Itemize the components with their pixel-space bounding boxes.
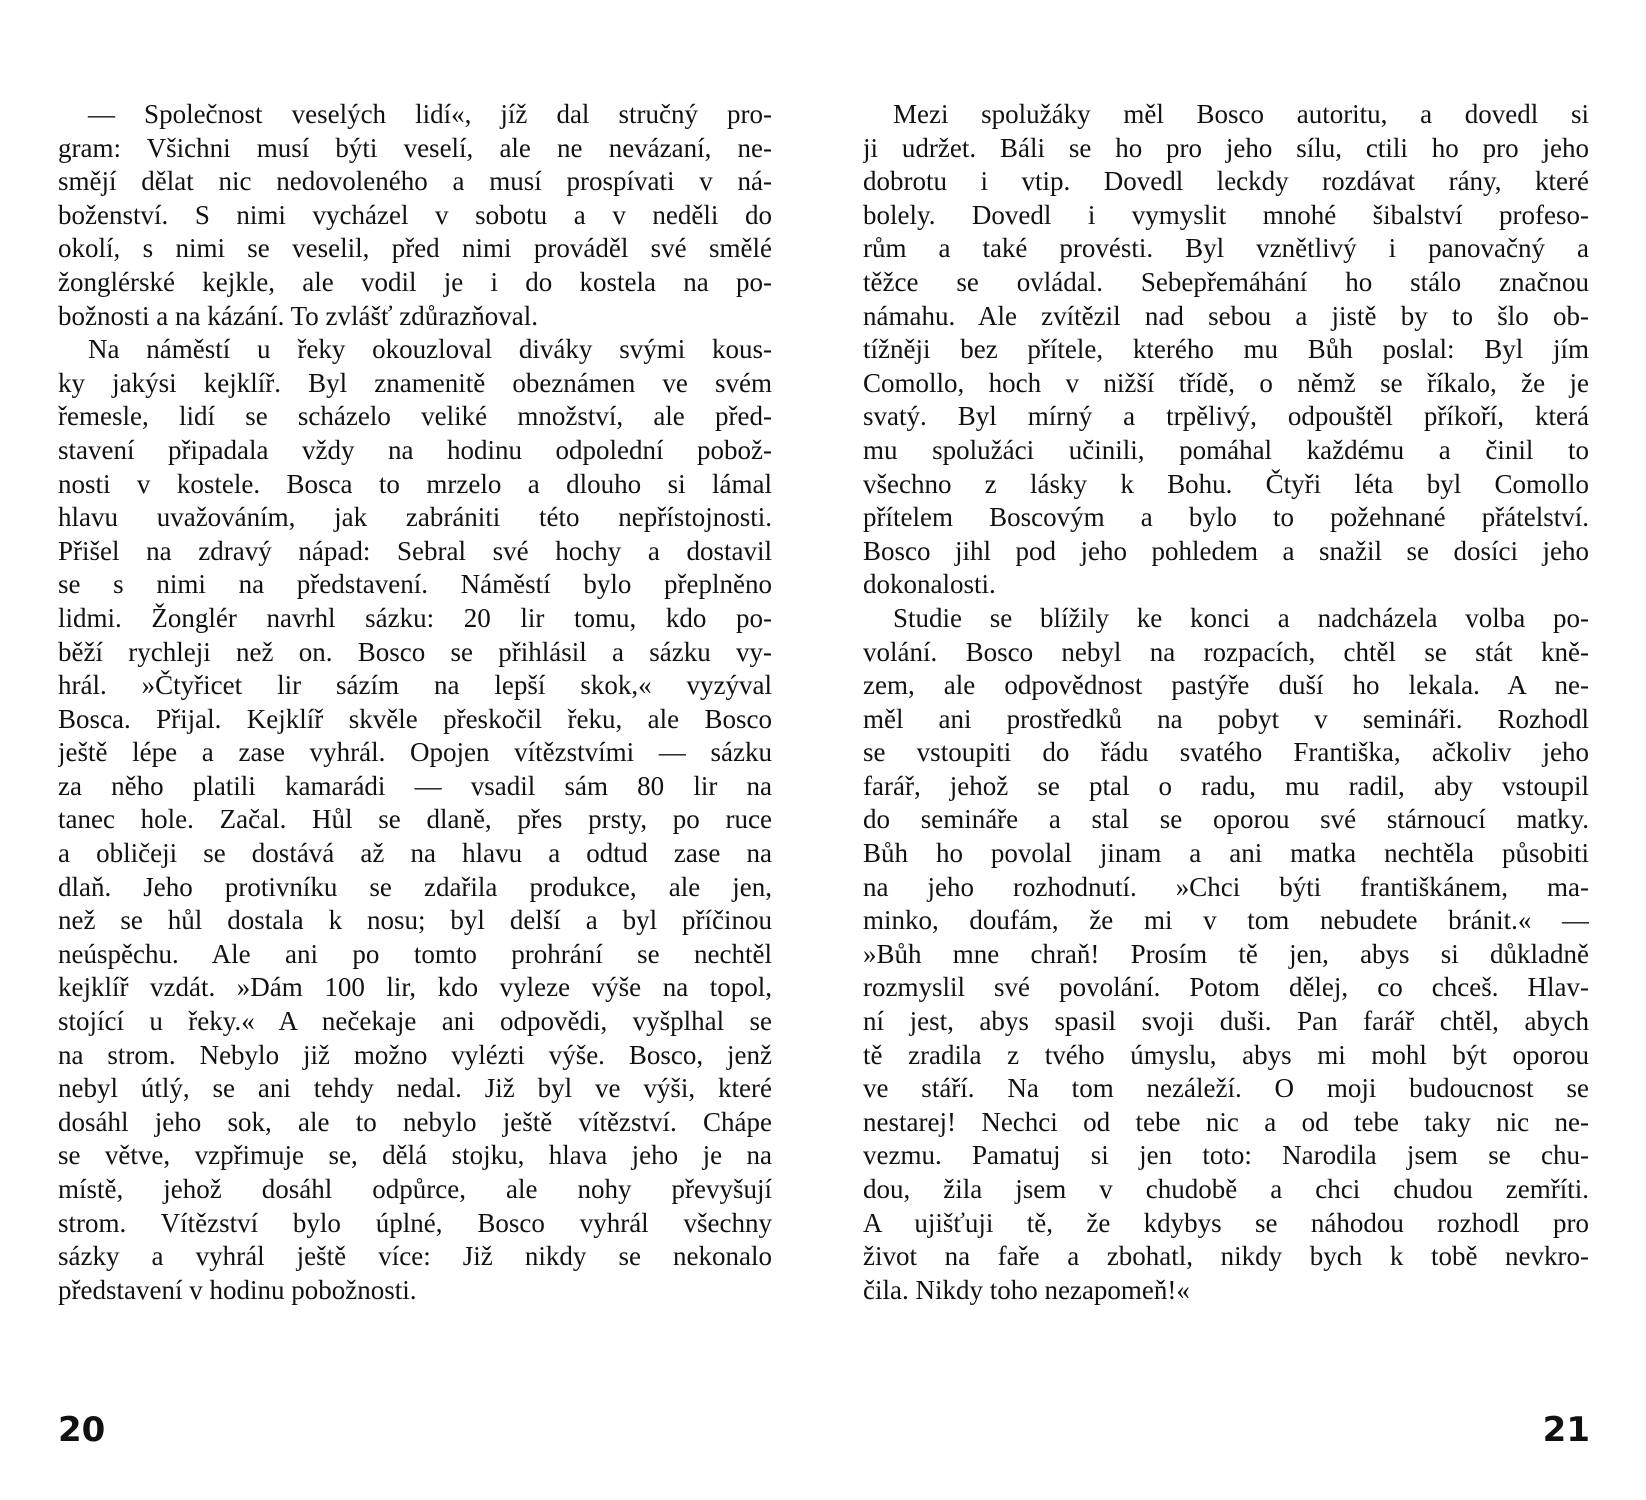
text-line: Bosco jihl pod jeho pohledem a snažil se dosíci jeho xyxy=(863,535,1589,566)
text-line: smějí dělat nic nedovoleného a musí prospívati v ná- xyxy=(58,166,772,197)
text-line: okolí, s nimi se veselil, před nimi prováděl své smělé xyxy=(58,233,772,264)
text-line: Studie se blížily ke konci a nadcházela volba po- xyxy=(893,602,1589,633)
text-line: život na faře a zbohatl, nikdy bych k tobě nevkro- xyxy=(863,1241,1589,1272)
text-line: dosáhl jeho sok, ale to nebylo ještě vítězství. Chápe xyxy=(58,1106,772,1137)
text-line: rům a také provésti. Byl vznětlivý i panovačný a xyxy=(863,233,1589,264)
text-line: měl ani prostředků na pobyt v semináři. Rozhodl xyxy=(863,703,1589,734)
text-line: Na náměstí u řeky okouzloval diváky svými kous- xyxy=(88,334,772,365)
text-line: a obličeji se dostává až na hlavu a odtud zase na xyxy=(58,838,772,869)
text-line: minko, doufám, že mi v tom nebudete bránit.« — xyxy=(863,905,1589,936)
text-line: strom. Vítězství bylo úplné, Bosco vyhrál všechny xyxy=(58,1207,772,1238)
text-line: ní jest, abys spasil svoji duši. Pan farář chtěl, abych xyxy=(863,1006,1589,1037)
text-line: než se hůl dostala k nosu; byl delší a byl příčinou xyxy=(58,905,772,936)
text-line: námahu. Ale zvítězil nad sebou a jistě by to šlo ob- xyxy=(863,300,1589,331)
text-line: na jeho rozhodnutí. »Chci býti františkánem, ma- xyxy=(863,871,1589,902)
text-line: boženství. S nimi vycházel v sobotu a v neděli do xyxy=(58,199,772,230)
text-line: Bosca. Přijal. Kejklíř skvěle přeskočil řeku, ale Bosco xyxy=(58,703,772,734)
text-line: řemesle, lidí se scházelo veliké množství, ale před- xyxy=(58,401,772,432)
text-line: tížněji bez přítele, kterého mu Bůh poslal: Byl jím xyxy=(863,334,1589,365)
text-line: nosti v kostele. Bosca to mrzelo a dlouho si lámal xyxy=(58,468,772,499)
text-line: nestarej! Nechci od tebe nic a od tebe taky nic ne- xyxy=(863,1106,1589,1137)
page-number: 21 xyxy=(1542,1410,1590,1450)
text-line: ji udržet. Báli se ho pro jeho sílu, ctili ho pro jeho xyxy=(863,132,1589,163)
text-line: božnosti a na kázání. To zvlášť zdůrazňoval. xyxy=(58,300,538,331)
text-line: všechno z lásky k Bohu. Čtyři léta byl Comollo xyxy=(863,468,1589,499)
right-page xyxy=(823,0,1646,1500)
text-line: představení v hodinu pobožnosti. xyxy=(58,1274,417,1305)
right-page-text xyxy=(863,98,1589,1307)
text-line: žonglérské kejkle, ale vodil je i do kostela na po- xyxy=(58,266,772,297)
text-line: vezmu. Pamatuj si jen toto: Narodila jsem se chu- xyxy=(863,1140,1589,1171)
text-line: těžce se ovládal. Sebepřemáhání ho stálo značnou xyxy=(863,266,1589,297)
text-line: Přišel na zdravý nápad: Sebral své hochy a dostavil xyxy=(58,535,772,566)
text-line: Comollo, hoch v nižší třídě, o němž se říkalo, že je xyxy=(863,367,1589,398)
text-line: čila. Nikdy toho nezapomeň!« xyxy=(863,1274,1190,1305)
text-line: tě zradila z tvého úmyslu, abys mi mohl být oporou xyxy=(863,1039,1589,1070)
text-line: rozmyslil své povolání. Potom dělej, co chceš. Hlav- xyxy=(863,972,1589,1003)
text-line: Bůh ho povolal jinam a ani matka nechtěla působiti xyxy=(863,838,1589,869)
text-line: do semináře a stal se oporou své stárnoucí matky. xyxy=(863,804,1589,835)
text-line: ve stáří. Na tom nezáleží. O moji budoucnost se xyxy=(863,1073,1589,1104)
text-line: svatý. Byl mírný a trpělivý, odpouštěl příkoří, která xyxy=(863,401,1589,432)
text-line: se s nimi na představení. Náměstí bylo přeplněno xyxy=(58,569,772,600)
text-line: dokonalosti. xyxy=(863,569,996,600)
text-line: lidmi. Žonglér navrhl sázku: 20 lir tomu, kdo po- xyxy=(58,602,772,633)
text-line: ještě lépe a zase vyhrál. Opojen vítězstvími — sázku xyxy=(58,737,772,768)
text-line: sázky a vyhrál ještě více: Již nikdy se nekonalo xyxy=(58,1241,772,1272)
left-page-text xyxy=(58,98,772,1307)
text-line: hrál. »Čtyřicet lir sázím na lepší skok,« vyzýval xyxy=(58,670,772,701)
text-line: přítelem Boscovým a bylo to požehnané přátelství. xyxy=(863,502,1589,533)
text-line: běží rychleji než on. Bosco se přihlásil a sázku vy- xyxy=(58,636,772,667)
text-line: Mezi spolužáky měl Bosco autoritu, a dovedl si xyxy=(893,99,1589,129)
text-line: mu spolužáci učinili, pomáhal každému a činil to xyxy=(863,434,1589,465)
text-line: se větve, vzpřimuje se, dělá stojku, hlava jeho je na xyxy=(58,1140,772,1171)
text-line: stojící u řeky.« A nečekaje ani odpovědi, vyšplhal se xyxy=(58,1006,772,1037)
text-line: kejklíř vzdát. »Dám 100 lir, kdo vyleze výše na topol, xyxy=(58,972,772,1003)
page-number: 20 xyxy=(58,1410,106,1450)
text-line: tanec hole. Začal. Hůl se dlaně, přes prsty, po ruce xyxy=(58,804,772,835)
text-line: volání. Bosco nebyl na rozpacích, chtěl se stát kně- xyxy=(863,636,1589,667)
text-line: neúspěchu. Ale ani po tomto prohrání se nechtěl xyxy=(58,938,772,969)
text-line: A ujišťuji tě, že kdybys se náhodou rozhodl pro xyxy=(863,1207,1589,1238)
text-line: ky jakýsi kejklíř. Byl znamenitě obeznámen ve svém xyxy=(58,367,772,398)
text-line: dobrotu i vtip. Dovedl leckdy rozdávat rány, které xyxy=(863,166,1589,197)
text-line: na strom. Nebylo již možno vylézti výše. Bosco, jenž xyxy=(58,1039,772,1070)
text-line: dlaň. Jeho protivníku se zdařila produkce, ale jen, xyxy=(58,871,772,902)
text-line: »Bůh mne chraň! Prosím tě jen, abys si důkladně xyxy=(863,938,1589,969)
text-line: zem, ale odpovědnost pastýře duší ho lekala. A ne- xyxy=(863,670,1589,701)
text-line: stavení připadala vždy na hodinu odpolední pobož- xyxy=(58,434,772,465)
text-line: místě, jehož dosáhl odpůrce, ale nohy převyšují xyxy=(58,1174,772,1204)
text-line: za něho platili kamarádi — vsadil sám 80 lir na xyxy=(58,770,772,801)
text-line: se vstoupiti do řádu svatého Františka, ačkoliv jeho xyxy=(863,737,1589,768)
text-line: farář, jehož se ptal o radu, mu radil, aby vstoupil xyxy=(863,770,1589,801)
text-line: nebyl útlý, se ani tehdy nedal. Již byl ve výši, které xyxy=(58,1073,772,1104)
text-line: — Společnost veselých lidí«, jíž dal stručný pro- xyxy=(88,99,772,129)
text-line: hlavu uvažováním, jak zabrániti této nepřístojnosti. xyxy=(58,502,772,533)
text-line: gram: Všichni musí býti veselí, ale ne nevázaní, ne- xyxy=(58,132,772,163)
text-line: bolely. Dovedl i vymyslit mnohé šibalství profeso- xyxy=(863,199,1589,230)
text-line: dou, žila jsem v chudobě a chci chudou zemříti. xyxy=(863,1174,1589,1204)
